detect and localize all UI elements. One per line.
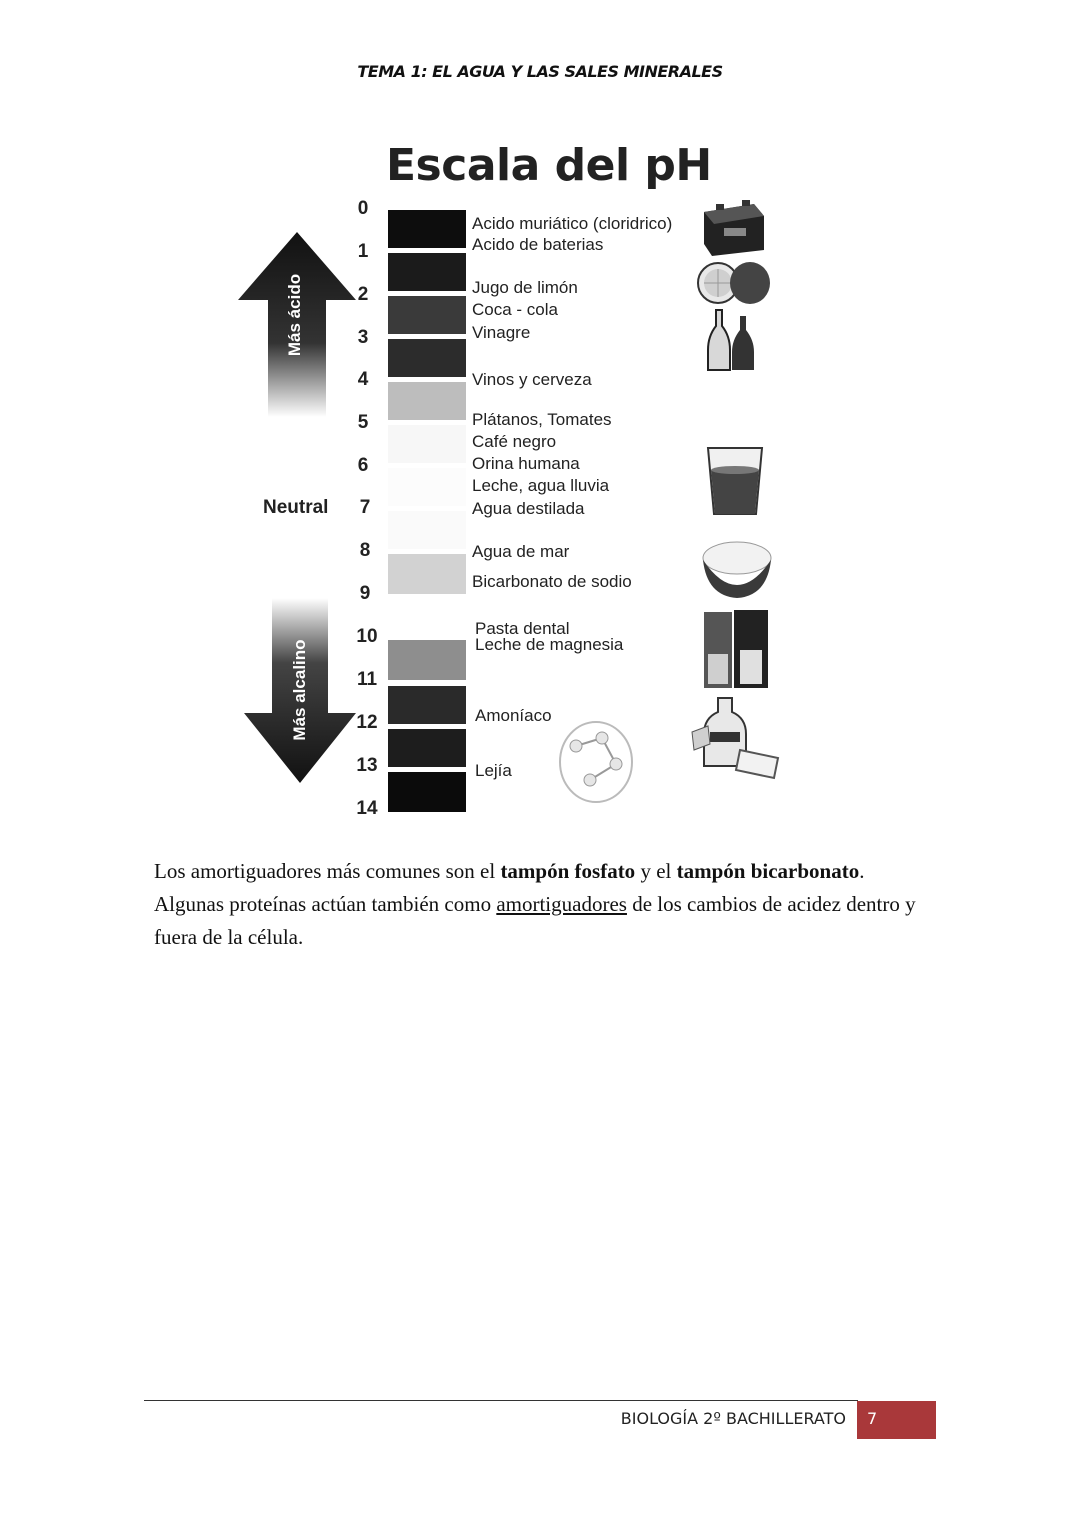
- page-header: TEMA 1: EL AGUA Y LAS SALES MINERALES: [357, 62, 723, 81]
- footer-divider: [144, 1400, 858, 1401]
- body-text-run: Algunas proteínas actúan también como: [154, 892, 497, 916]
- ph-number: 14: [356, 798, 378, 819]
- ph-swatch: [388, 640, 466, 680]
- ph-number: 4: [357, 369, 369, 390]
- ph-item-label: Jugo de limón: [472, 278, 578, 297]
- ph-item-label: Leche de magnesia: [475, 635, 624, 654]
- ph-item-label: Café negro: [472, 432, 557, 451]
- ph-swatch: [388, 468, 466, 506]
- ph-item-label: Pasta dental: [475, 619, 570, 638]
- baking-soda-bowl-icon: [698, 538, 776, 600]
- vinegar-bottles-icon: [702, 306, 760, 374]
- body-paragraph: [154, 855, 934, 954]
- ph-number: 9: [359, 583, 371, 604]
- lemon-icon: [696, 258, 774, 308]
- neutral-label: Neutral: [263, 497, 329, 518]
- ph-number: 6: [357, 455, 369, 476]
- ph-item-label: Bicarbonato de sodio: [472, 572, 632, 591]
- ph-swatch: [388, 554, 466, 594]
- ph-swatch: [388, 511, 466, 549]
- ph-number: 13: [356, 755, 378, 776]
- ph-number: 1: [357, 241, 369, 262]
- ph-swatch: [388, 686, 466, 724]
- ph-item-label: Amoníaco: [475, 706, 552, 725]
- ph-swatch: [388, 729, 466, 767]
- ph-item-label: Plátanos, Tomates: [472, 410, 612, 429]
- ph-item-label: Leche, agua lluvia: [472, 476, 610, 495]
- body-text-run: y el: [635, 859, 677, 883]
- ph-number: 2: [357, 284, 369, 305]
- molecule-icon: [556, 718, 636, 806]
- ph-swatch: [388, 296, 466, 334]
- ph-item-label: Orina humana: [472, 454, 580, 473]
- ph-item-label: Lejía: [475, 761, 512, 780]
- alkaline-arrow-label: Más alcalino: [290, 639, 309, 741]
- ph-item-label: Coca - cola: [472, 300, 558, 319]
- ph-swatch: [388, 772, 466, 812]
- ph-item-label: Acido de baterias: [472, 235, 604, 254]
- ph-swatch: [388, 339, 466, 377]
- ph-swatch: [388, 210, 466, 248]
- ph-item-label: Agua de mar: [472, 542, 570, 561]
- ph-swatch: [388, 253, 466, 291]
- footer-subject: BIOLOGÍA 2º BACHILLERATO: [620, 1409, 846, 1428]
- acid-arrow-label: Más ácido: [285, 273, 304, 357]
- ph-item-label: Acido muriático (cloridrico): [472, 214, 673, 233]
- ph-swatch: [388, 382, 466, 420]
- page-number: 7: [867, 1409, 878, 1428]
- bold-term-phosphate: tampón fosfato: [500, 859, 636, 883]
- ph-item-label: Vinagre: [472, 323, 531, 342]
- body-text-run: .: [859, 859, 865, 883]
- ph-number: 7: [359, 497, 371, 518]
- figure-title: Escala del pH: [386, 140, 712, 191]
- cleaning-bottle-icon: [690, 692, 784, 784]
- page-number-box: [857, 1401, 936, 1439]
- underlined-term: amortiguadores: [496, 892, 627, 916]
- body-text-run: de los cambios de acidez dentro y fuera de la célula.: [154, 892, 916, 949]
- ph-swatch: [388, 425, 466, 463]
- ph-item-label: Agua destilada: [472, 499, 585, 518]
- ph-number: 12: [356, 712, 378, 733]
- ph-number: 5: [357, 412, 369, 433]
- ph-number: 11: [356, 669, 378, 690]
- ph-item-label: Vinos y cerveza: [472, 370, 592, 389]
- toothpaste-icon: [700, 606, 772, 692]
- bold-term-bicarbonate: tampón bicarbonato: [676, 859, 860, 883]
- body-text-run: Los amortiguadores más comunes son el: [154, 859, 501, 883]
- ph-number: 10: [356, 626, 378, 647]
- ph-number: 8: [359, 540, 371, 561]
- ph-number: 3: [357, 327, 369, 348]
- battery-icon: [698, 196, 768, 258]
- milk-glass-icon: [702, 440, 768, 520]
- ph-number: 0: [357, 198, 369, 219]
